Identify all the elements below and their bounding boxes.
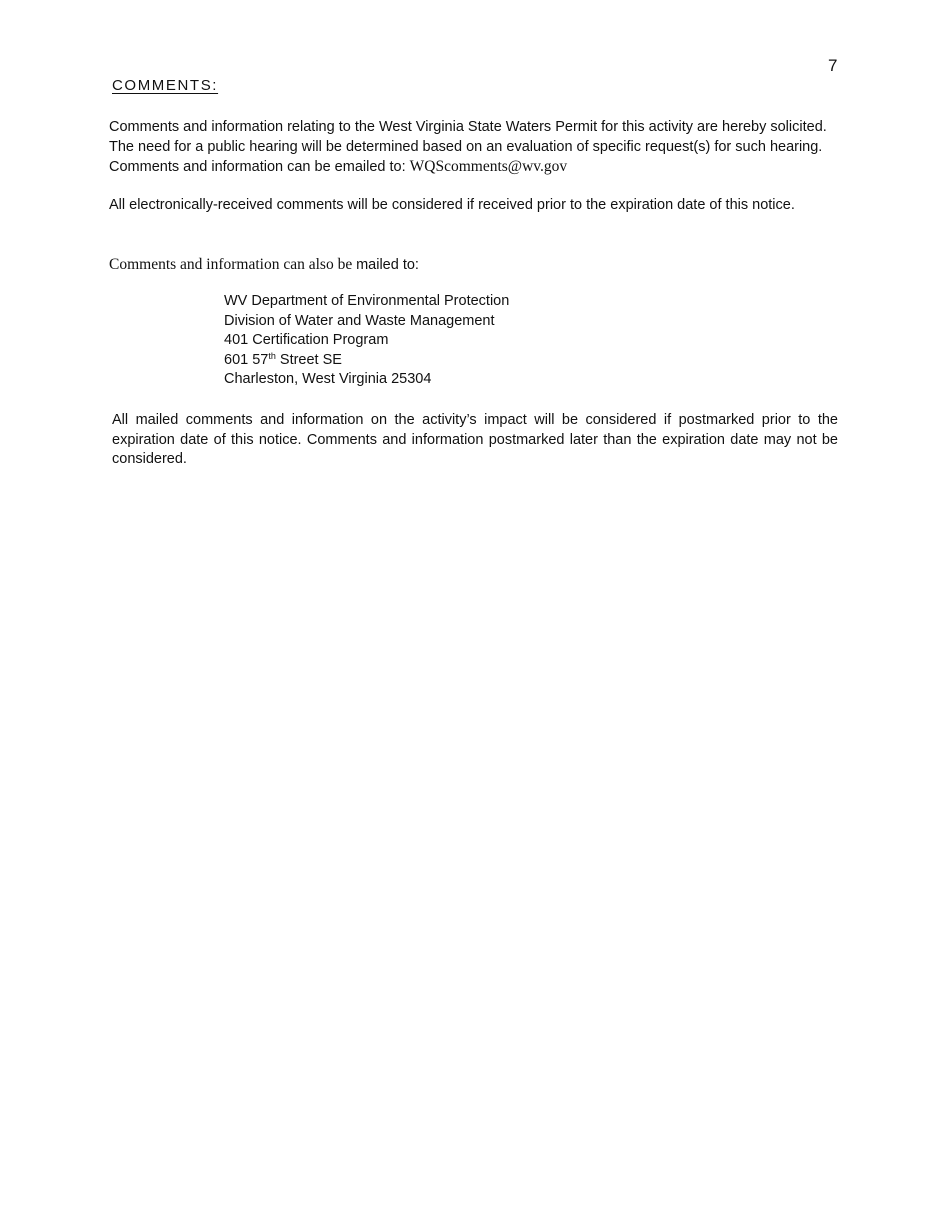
address-line-division: Division of Water and Waste Management (224, 312, 495, 329)
solicitation-text: Comments and information relating to the West Virginia State Waters Permit for this activity are hereby solicited. The need for a public hearing will be determined based on an evaluation of specific request(s) for such hearing. Comments and information can be emailed to: (109, 119, 827, 175)
address-line-street (224, 351, 509, 371)
street-number: 601 57 (224, 351, 269, 368)
address-line-city: Charleston, West Virginia 25304 (224, 371, 432, 387)
page-number: 7 (828, 56, 838, 75)
address-line-agency: WV Department of Environmental Protection (224, 293, 510, 309)
comments-email-link[interactable]: WQScomments@wv.gov (409, 158, 568, 175)
mail-intro-serif-text: Comments and information can also be (109, 256, 357, 273)
address-line-program: 401 Certification Program (224, 332, 389, 348)
comments-solicitation-paragraph (109, 118, 839, 178)
mail-intro-paragraph (109, 255, 839, 276)
street-name: Street SE (275, 351, 342, 368)
electronic-comments-paragraph: All electronically-received comments will be considered if received prior to the expiration date of this notice. (109, 197, 795, 213)
mail-intro-rest-text: mailed to: (356, 257, 419, 273)
mailed-comments-paragraph: All mailed comments and information on the activity’s impact will be considered if postmarked prior to the expiration date of this notice. Comments and information postmarked later than the expiration date may not be considered. (112, 412, 838, 467)
street-ordinal-suffix: th (268, 350, 276, 361)
comments-heading: COMMENTS: (112, 77, 219, 94)
mailing-address (224, 292, 509, 390)
